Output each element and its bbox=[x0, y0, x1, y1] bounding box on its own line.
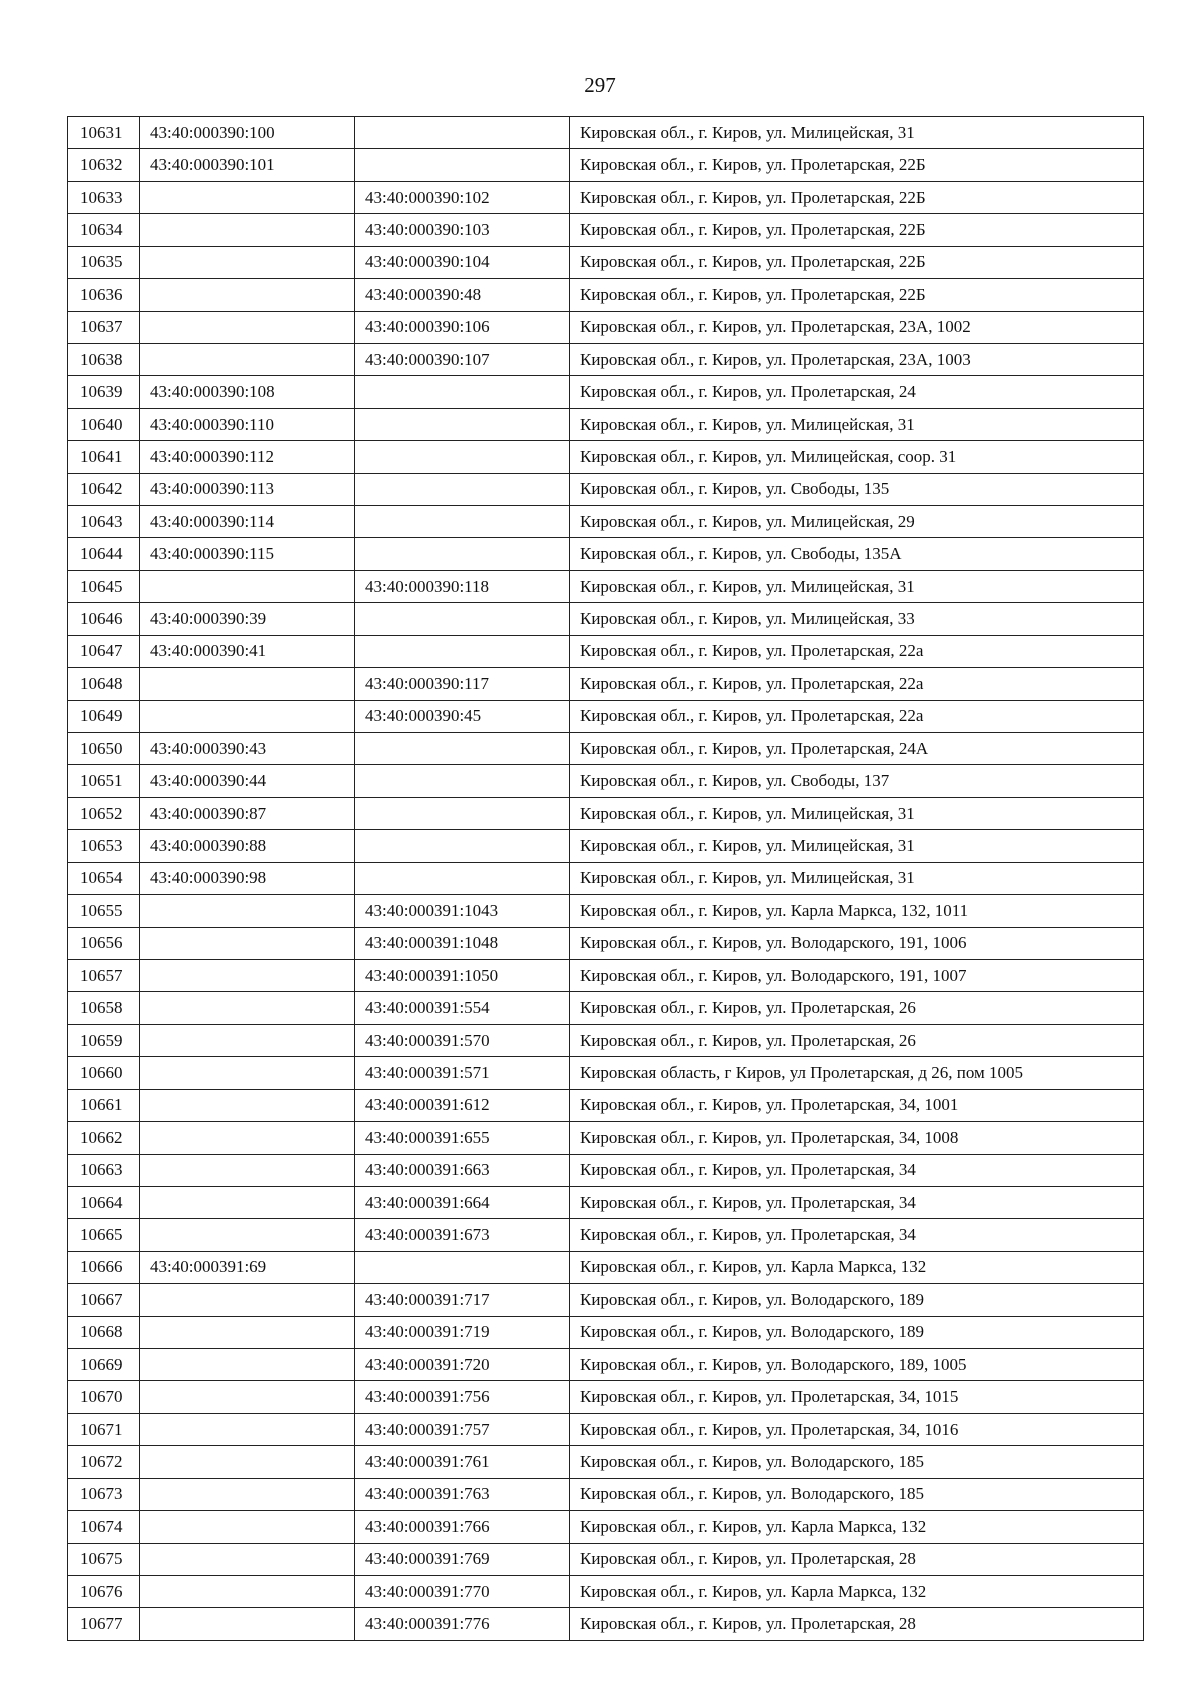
address-cell: Кировская обл., г. Киров, ул. Пролетарская, 34 bbox=[570, 1219, 1144, 1251]
row-number-cell: 10661 bbox=[68, 1089, 140, 1121]
address-cell: Кировская обл., г. Киров, ул. Пролетарская, 22Б bbox=[570, 181, 1144, 213]
registry-table bbox=[67, 116, 1144, 1641]
table-row bbox=[68, 603, 1144, 635]
table-row bbox=[68, 343, 1144, 375]
row-number-cell: 10673 bbox=[68, 1478, 140, 1510]
table-row bbox=[68, 927, 1144, 959]
building-cadastral-number-cell: 43:40:000391:756 bbox=[355, 1381, 570, 1413]
address-cell: Кировская обл., г. Киров, ул. Володарского, 191, 1006 bbox=[570, 927, 1144, 959]
address-cell: Кировская обл., г. Киров, ул. Пролетарская, 34, 1016 bbox=[570, 1413, 1144, 1445]
land-cadastral-number-cell bbox=[140, 895, 355, 927]
row-number-cell: 10671 bbox=[68, 1413, 140, 1445]
address-cell: Кировская обл., г. Киров, ул. Свободы, 137 bbox=[570, 765, 1144, 797]
table-row bbox=[68, 1413, 1144, 1445]
page-number: 297 bbox=[584, 73, 616, 97]
address-cell: Кировская обл., г. Киров, ул. Милицейская, соор. 31 bbox=[570, 441, 1144, 473]
row-number-cell: 10669 bbox=[68, 1349, 140, 1381]
building-cadastral-number-cell: 43:40:000391:663 bbox=[355, 1154, 570, 1186]
row-number-cell: 10666 bbox=[68, 1251, 140, 1283]
building-cadastral-number-cell: 43:40:000391:717 bbox=[355, 1284, 570, 1316]
address-cell: Кировская обл., г. Киров, ул. Володарского, 189 bbox=[570, 1316, 1144, 1348]
land-cadastral-number-cell bbox=[140, 279, 355, 311]
row-number-cell: 10658 bbox=[68, 992, 140, 1024]
table-row bbox=[68, 1608, 1144, 1640]
table-row bbox=[68, 117, 1144, 149]
address-cell: Кировская обл., г. Киров, ул. Свободы, 135 bbox=[570, 473, 1144, 505]
row-number-cell: 10644 bbox=[68, 538, 140, 570]
row-number-cell: 10665 bbox=[68, 1219, 140, 1251]
table-row bbox=[68, 1511, 1144, 1543]
table-row bbox=[68, 1543, 1144, 1575]
building-cadastral-number-cell: 43:40:000391:770 bbox=[355, 1575, 570, 1607]
address-cell: Кировская обл., г. Киров, ул. Милицейская, 29 bbox=[570, 506, 1144, 538]
address-cell: Кировская обл., г. Киров, ул. Милицейская, 31 bbox=[570, 862, 1144, 894]
table-row bbox=[68, 441, 1144, 473]
table-row bbox=[68, 1024, 1144, 1056]
table-row bbox=[68, 1316, 1144, 1348]
row-number-cell: 10642 bbox=[68, 473, 140, 505]
building-cadastral-number-cell: 43:40:000391:1048 bbox=[355, 927, 570, 959]
address-cell: Кировская обл., г. Киров, ул. Володарского, 185 bbox=[570, 1478, 1144, 1510]
land-cadastral-number-cell bbox=[140, 1219, 355, 1251]
address-cell: Кировская обл., г. Киров, ул. Пролетарская, 34, 1015 bbox=[570, 1381, 1144, 1413]
address-cell: Кировская обл., г. Киров, ул. Милицейская, 31 bbox=[570, 797, 1144, 829]
building-cadastral-number-cell bbox=[355, 765, 570, 797]
row-number-cell: 10632 bbox=[68, 149, 140, 181]
address-cell: Кировская обл., г. Киров, ул. Володарского, 189 bbox=[570, 1284, 1144, 1316]
land-cadastral-number-cell bbox=[140, 1478, 355, 1510]
building-cadastral-number-cell bbox=[355, 733, 570, 765]
address-cell: Кировская обл., г. Киров, ул. Пролетарская, 24 bbox=[570, 376, 1144, 408]
building-cadastral-number-cell: 43:40:000390:45 bbox=[355, 700, 570, 732]
table-row bbox=[68, 1284, 1144, 1316]
address-cell: Кировская обл., г. Киров, ул. Карла Маркса, 132 bbox=[570, 1251, 1144, 1283]
row-number-cell: 10643 bbox=[68, 506, 140, 538]
land-cadastral-number-cell bbox=[140, 570, 355, 602]
address-cell: Кировская обл., г. Киров, ул. Карла Маркса, 132, 1011 bbox=[570, 895, 1144, 927]
building-cadastral-number-cell: 43:40:000391:761 bbox=[355, 1446, 570, 1478]
land-cadastral-number-cell bbox=[140, 1608, 355, 1640]
building-cadastral-number-cell: 43:40:000391:571 bbox=[355, 1057, 570, 1089]
land-cadastral-number-cell bbox=[140, 992, 355, 1024]
address-cell: Кировская обл., г. Киров, ул. Пролетарская, 22Б bbox=[570, 279, 1144, 311]
land-cadastral-number-cell bbox=[140, 1024, 355, 1056]
address-cell: Кировская обл., г. Киров, ул. Пролетарская, 23А, 1002 bbox=[570, 311, 1144, 343]
row-number-cell: 10677 bbox=[68, 1608, 140, 1640]
building-cadastral-number-cell bbox=[355, 603, 570, 635]
land-cadastral-number-cell: 43:40:000390:100 bbox=[140, 117, 355, 149]
building-cadastral-number-cell: 43:40:000391:673 bbox=[355, 1219, 570, 1251]
address-cell: Кировская обл., г. Киров, ул. Пролетарская, 24А bbox=[570, 733, 1144, 765]
table-row bbox=[68, 1381, 1144, 1413]
address-cell: Кировская обл., г. Киров, ул. Милицейская, 33 bbox=[570, 603, 1144, 635]
address-cell: Кировская обл., г. Киров, ул. Пролетарская, 26 bbox=[570, 992, 1144, 1024]
table-row bbox=[68, 733, 1144, 765]
building-cadastral-number-cell: 43:40:000391:766 bbox=[355, 1511, 570, 1543]
row-number-cell: 10663 bbox=[68, 1154, 140, 1186]
land-cadastral-number-cell: 43:40:000390:114 bbox=[140, 506, 355, 538]
table-row bbox=[68, 279, 1144, 311]
land-cadastral-number-cell bbox=[140, 927, 355, 959]
building-cadastral-number-cell bbox=[355, 1251, 570, 1283]
building-cadastral-number-cell: 43:40:000391:720 bbox=[355, 1349, 570, 1381]
building-cadastral-number-cell: 43:40:000391:655 bbox=[355, 1122, 570, 1154]
address-cell: Кировская обл., г. Киров, ул. Пролетарская, 26 bbox=[570, 1024, 1144, 1056]
land-cadastral-number-cell bbox=[140, 668, 355, 700]
building-cadastral-number-cell: 43:40:000391:763 bbox=[355, 1478, 570, 1510]
table-row bbox=[68, 149, 1144, 181]
row-number-cell: 10634 bbox=[68, 214, 140, 246]
land-cadastral-number-cell bbox=[140, 1186, 355, 1218]
row-number-cell: 10633 bbox=[68, 181, 140, 213]
land-cadastral-number-cell bbox=[140, 1575, 355, 1607]
row-number-cell: 10670 bbox=[68, 1381, 140, 1413]
address-cell: Кировская обл., г. Киров, ул. Пролетарская, 22Б bbox=[570, 246, 1144, 278]
address-cell: Кировская обл., г. Киров, ул. Володарского, 185 bbox=[570, 1446, 1144, 1478]
table-row bbox=[68, 1446, 1144, 1478]
address-cell: Кировская обл., г. Киров, ул. Володарского, 191, 1007 bbox=[570, 959, 1144, 991]
table-row bbox=[68, 376, 1144, 408]
table-row bbox=[68, 1154, 1144, 1186]
land-cadastral-number-cell: 43:40:000390:44 bbox=[140, 765, 355, 797]
table-row bbox=[68, 246, 1144, 278]
land-cadastral-number-cell: 43:40:000390:98 bbox=[140, 862, 355, 894]
land-cadastral-number-cell: 43:40:000390:113 bbox=[140, 473, 355, 505]
row-number-cell: 10674 bbox=[68, 1511, 140, 1543]
address-cell: Кировская обл., г. Киров, ул. Карла Маркса, 132 bbox=[570, 1511, 1144, 1543]
table-row bbox=[68, 1478, 1144, 1510]
building-cadastral-number-cell bbox=[355, 149, 570, 181]
building-cadastral-number-cell: 43:40:000391:757 bbox=[355, 1413, 570, 1445]
row-number-cell: 10631 bbox=[68, 117, 140, 149]
land-cadastral-number-cell bbox=[140, 1284, 355, 1316]
building-cadastral-number-cell bbox=[355, 408, 570, 440]
address-cell: Кировская обл., г. Киров, ул. Милицейская, 31 bbox=[570, 117, 1144, 149]
land-cadastral-number-cell bbox=[140, 959, 355, 991]
building-cadastral-number-cell: 43:40:000391:570 bbox=[355, 1024, 570, 1056]
table-row bbox=[68, 959, 1144, 991]
building-cadastral-number-cell: 43:40:000391:1050 bbox=[355, 959, 570, 991]
table-row bbox=[68, 1575, 1144, 1607]
land-cadastral-number-cell bbox=[140, 343, 355, 375]
building-cadastral-number-cell: 43:40:000391:612 bbox=[355, 1089, 570, 1121]
row-number-cell: 10639 bbox=[68, 376, 140, 408]
building-cadastral-number-cell: 43:40:000391:554 bbox=[355, 992, 570, 1024]
table-row bbox=[68, 311, 1144, 343]
building-cadastral-number-cell: 43:40:000391:1043 bbox=[355, 895, 570, 927]
land-cadastral-number-cell bbox=[140, 1089, 355, 1121]
building-cadastral-number-cell: 43:40:000390:106 bbox=[355, 311, 570, 343]
building-cadastral-number-cell bbox=[355, 506, 570, 538]
row-number-cell: 10647 bbox=[68, 635, 140, 667]
row-number-cell: 10655 bbox=[68, 895, 140, 927]
building-cadastral-number-cell bbox=[355, 862, 570, 894]
row-number-cell: 10636 bbox=[68, 279, 140, 311]
building-cadastral-number-cell bbox=[355, 538, 570, 570]
building-cadastral-number-cell bbox=[355, 830, 570, 862]
land-cadastral-number-cell bbox=[140, 1316, 355, 1348]
table-row bbox=[68, 214, 1144, 246]
building-cadastral-number-cell: 43:40:000390:107 bbox=[355, 343, 570, 375]
table-row bbox=[68, 1219, 1144, 1251]
table-row bbox=[68, 570, 1144, 602]
table-row bbox=[68, 765, 1144, 797]
row-number-cell: 10657 bbox=[68, 959, 140, 991]
building-cadastral-number-cell: 43:40:000390:117 bbox=[355, 668, 570, 700]
table-row bbox=[68, 797, 1144, 829]
table-row bbox=[68, 1186, 1144, 1218]
building-cadastral-number-cell bbox=[355, 473, 570, 505]
land-cadastral-number-cell bbox=[140, 1543, 355, 1575]
land-cadastral-number-cell bbox=[140, 1413, 355, 1445]
row-number-cell: 10649 bbox=[68, 700, 140, 732]
land-cadastral-number-cell bbox=[140, 214, 355, 246]
land-cadastral-number-cell bbox=[140, 1381, 355, 1413]
land-cadastral-number-cell bbox=[140, 1154, 355, 1186]
row-number-cell: 10675 bbox=[68, 1543, 140, 1575]
building-cadastral-number-cell: 43:40:000390:103 bbox=[355, 214, 570, 246]
land-cadastral-number-cell: 43:40:000390:41 bbox=[140, 635, 355, 667]
address-cell: Кировская обл., г. Киров, ул. Милицейская, 31 bbox=[570, 408, 1144, 440]
table-row bbox=[68, 700, 1144, 732]
row-number-cell: 10641 bbox=[68, 441, 140, 473]
address-cell: Кировская обл., г. Киров, ул. Милицейская, 31 bbox=[570, 830, 1144, 862]
land-cadastral-number-cell: 43:40:000390:88 bbox=[140, 830, 355, 862]
building-cadastral-number-cell: 43:40:000390:102 bbox=[355, 181, 570, 213]
row-number-cell: 10645 bbox=[68, 570, 140, 602]
row-number-cell: 10660 bbox=[68, 1057, 140, 1089]
row-number-cell: 10650 bbox=[68, 733, 140, 765]
land-cadastral-number-cell: 43:40:000390:101 bbox=[140, 149, 355, 181]
building-cadastral-number-cell: 43:40:000390:104 bbox=[355, 246, 570, 278]
row-number-cell: 10676 bbox=[68, 1575, 140, 1607]
land-cadastral-number-cell: 43:40:000390:108 bbox=[140, 376, 355, 408]
address-cell: Кировская обл., г. Киров, ул. Пролетарская, 22а bbox=[570, 668, 1144, 700]
address-cell: Кировская обл., г. Киров, ул. Пролетарская, 34, 1008 bbox=[570, 1122, 1144, 1154]
table-row bbox=[68, 181, 1144, 213]
land-cadastral-number-cell bbox=[140, 1057, 355, 1089]
building-cadastral-number-cell: 43:40:000390:48 bbox=[355, 279, 570, 311]
address-cell: Кировская обл., г. Киров, ул. Пролетарская, 34, 1001 bbox=[570, 1089, 1144, 1121]
row-number-cell: 10651 bbox=[68, 765, 140, 797]
table-row bbox=[68, 1349, 1144, 1381]
row-number-cell: 10654 bbox=[68, 862, 140, 894]
table-row bbox=[68, 895, 1144, 927]
building-cadastral-number-cell: 43:40:000391:664 bbox=[355, 1186, 570, 1218]
row-number-cell: 10659 bbox=[68, 1024, 140, 1056]
land-cadastral-number-cell: 43:40:000390:39 bbox=[140, 603, 355, 635]
row-number-cell: 10635 bbox=[68, 246, 140, 278]
table-row bbox=[68, 1251, 1144, 1283]
building-cadastral-number-cell: 43:40:000390:118 bbox=[355, 570, 570, 602]
address-cell: Кировская обл., г. Киров, ул. Пролетарская, 22а bbox=[570, 700, 1144, 732]
land-cadastral-number-cell bbox=[140, 311, 355, 343]
table-row bbox=[68, 1122, 1144, 1154]
land-cadastral-number-cell bbox=[140, 1349, 355, 1381]
address-cell: Кировская обл., г. Киров, ул. Пролетарская, 22Б bbox=[570, 149, 1144, 181]
land-cadastral-number-cell: 43:40:000390:115 bbox=[140, 538, 355, 570]
table-row bbox=[68, 830, 1144, 862]
building-cadastral-number-cell bbox=[355, 376, 570, 408]
row-number-cell: 10637 bbox=[68, 311, 140, 343]
row-number-cell: 10664 bbox=[68, 1186, 140, 1218]
table-row bbox=[68, 862, 1144, 894]
row-number-cell: 10656 bbox=[68, 927, 140, 959]
land-cadastral-number-cell: 43:40:000390:112 bbox=[140, 441, 355, 473]
table-row bbox=[68, 538, 1144, 570]
registry-table-body bbox=[68, 117, 1144, 1641]
table-row bbox=[68, 635, 1144, 667]
table-row bbox=[68, 668, 1144, 700]
address-cell: Кировская обл., г. Киров, ул. Пролетарская, 34 bbox=[570, 1154, 1144, 1186]
row-number-cell: 10653 bbox=[68, 830, 140, 862]
address-cell: Кировская обл., г. Киров, ул. Милицейская, 31 bbox=[570, 570, 1144, 602]
land-cadastral-number-cell bbox=[140, 246, 355, 278]
address-cell: Кировская обл., г. Киров, ул. Пролетарская, 22Б bbox=[570, 214, 1144, 246]
row-number-cell: 10648 bbox=[68, 668, 140, 700]
address-cell: Кировская обл., г. Киров, ул. Пролетарская, 28 bbox=[570, 1608, 1144, 1640]
row-number-cell: 10652 bbox=[68, 797, 140, 829]
table-row bbox=[68, 506, 1144, 538]
table-row bbox=[68, 408, 1144, 440]
building-cadastral-number-cell bbox=[355, 441, 570, 473]
land-cadastral-number-cell: 43:40:000391:69 bbox=[140, 1251, 355, 1283]
address-cell: Кировская обл., г. Киров, ул. Карла Маркса, 132 bbox=[570, 1575, 1144, 1607]
address-cell: Кировская обл., г. Киров, ул. Свободы, 135А bbox=[570, 538, 1144, 570]
land-cadastral-number-cell bbox=[140, 700, 355, 732]
land-cadastral-number-cell bbox=[140, 1122, 355, 1154]
row-number-cell: 10662 bbox=[68, 1122, 140, 1154]
table-row bbox=[68, 1057, 1144, 1089]
address-cell: Кировская обл., г. Киров, ул. Пролетарская, 34 bbox=[570, 1186, 1144, 1218]
land-cadastral-number-cell bbox=[140, 1511, 355, 1543]
building-cadastral-number-cell: 43:40:000391:719 bbox=[355, 1316, 570, 1348]
land-cadastral-number-cell: 43:40:000390:110 bbox=[140, 408, 355, 440]
row-number-cell: 10638 bbox=[68, 343, 140, 375]
building-cadastral-number-cell: 43:40:000391:776 bbox=[355, 1608, 570, 1640]
land-cadastral-number-cell bbox=[140, 181, 355, 213]
building-cadastral-number-cell bbox=[355, 635, 570, 667]
building-cadastral-number-cell bbox=[355, 117, 570, 149]
address-cell: Кировская обл., г. Киров, ул. Володарского, 189, 1005 bbox=[570, 1349, 1144, 1381]
row-number-cell: 10672 bbox=[68, 1446, 140, 1478]
row-number-cell: 10668 bbox=[68, 1316, 140, 1348]
table-row bbox=[68, 992, 1144, 1024]
land-cadastral-number-cell: 43:40:000390:43 bbox=[140, 733, 355, 765]
table-row bbox=[68, 1089, 1144, 1121]
address-cell: Кировская обл., г. Киров, ул. Пролетарская, 28 bbox=[570, 1543, 1144, 1575]
row-number-cell: 10640 bbox=[68, 408, 140, 440]
table-row bbox=[68, 473, 1144, 505]
row-number-cell: 10646 bbox=[68, 603, 140, 635]
building-cadastral-number-cell bbox=[355, 797, 570, 829]
address-cell: Кировская область, г Киров, ул Пролетарская, д 26, пом 1005 bbox=[570, 1057, 1144, 1089]
address-cell: Кировская обл., г. Киров, ул. Пролетарская, 23А, 1003 bbox=[570, 343, 1144, 375]
address-cell: Кировская обл., г. Киров, ул. Пролетарская, 22а bbox=[570, 635, 1144, 667]
land-cadastral-number-cell bbox=[140, 1446, 355, 1478]
land-cadastral-number-cell: 43:40:000390:87 bbox=[140, 797, 355, 829]
building-cadastral-number-cell: 43:40:000391:769 bbox=[355, 1543, 570, 1575]
row-number-cell: 10667 bbox=[68, 1284, 140, 1316]
